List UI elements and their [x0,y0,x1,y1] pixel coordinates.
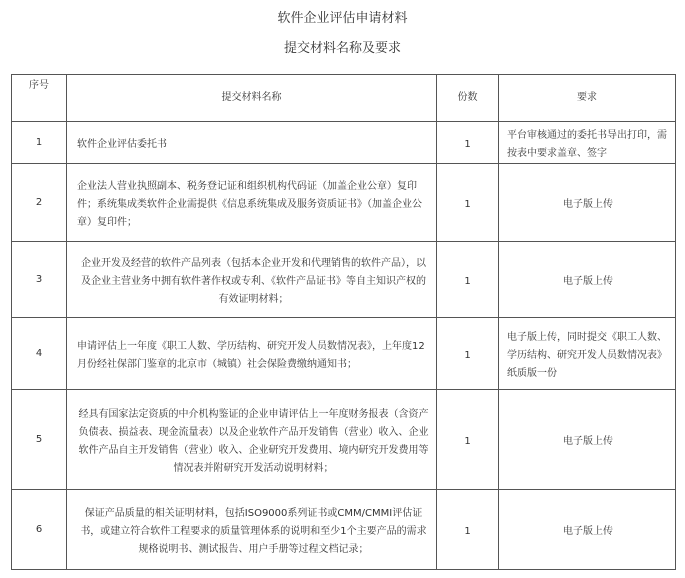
requirements-table [11,74,676,570]
cell-qty: 1 [437,390,499,490]
cell-qty: 1 [437,318,499,390]
cell-name: 软件企业评估委托书 [67,122,437,164]
header-qty: 份数 [437,75,499,122]
table-row [12,242,676,318]
cell-name: 经具有国家法定资质的中介机构鉴证的企业申请评估上一年度财务报表（含资产负债表、损益表、现金流量表）以及企业软件产品开发销售（营业）收入、企业软件产品自主开发销售（营业）收入、企业研究开发费用、境内研究开发费用等情况表并附研究开发活动说明材料； [67,390,437,490]
cell-seq: 3 [12,242,67,318]
cell-qty: 1 [437,490,499,570]
header-name: 提交材料名称 [67,75,437,122]
cell-seq: 1 [12,122,67,164]
cell-req: 电子版上传 [499,390,676,490]
cell-req: 电子版上传 [499,242,676,318]
cell-req: 电子版上传 [499,164,676,242]
cell-qty: 1 [437,242,499,318]
cell-seq: 5 [12,390,67,490]
cell-seq: 4 [12,318,67,390]
table-row [12,164,676,242]
header-seq: 序号 [12,75,67,122]
cell-qty: 1 [437,122,499,164]
table-row [12,490,676,570]
cell-seq: 6 [12,490,67,570]
table-header-row [12,75,676,122]
table-row [12,122,676,164]
cell-qty: 1 [437,164,499,242]
document-title: 软件企业评估申请材料 [277,11,408,26]
cell-req: 平台审核通过的委托书导出打印，需按表中要求盖章、签字 [499,122,676,164]
cell-name: 企业法人营业执照副本、税务登记证和组织机构代码证（加盖企业公章）复印件；系统集成类软件企业需提供《信息系统集成及服务资质证书》（加盖企业公章）复印件； [67,164,437,242]
table-row [12,318,676,390]
cell-name: 企业开发及经营的软件产品列表（包括本企业开发和代理销售的软件产品），以及企业主营业务中拥有软件著作权或专利、《软件产品证书》等自主知识产权的有效证明材料； [67,242,437,318]
header-req: 要求 [499,75,676,122]
cell-seq: 2 [12,164,67,242]
cell-name: 保证产品质量的相关证明材料，包括ISO9000系列证书或CMM/CMMI评估证书，或建立符合软件工程要求的质量管理体系的说明和至少1个主要产品的需求规格说明书、测试报告、用户手册等过程文档记录； [67,490,437,570]
table-row [12,390,676,490]
cell-req: 电子版上传 [499,490,676,570]
cell-name: 申请评估上一年度《职工人数、学历结构、研究开发人员数情况表》，上年度12月份经社保部门鉴章的北京市（城镇）社会保险费缴纳通知书； [67,318,437,390]
document-subtitle: 提交材料名称及要求 [283,41,401,56]
cell-req: 电子版上传，同时提交《职工人数、学历结构、研究开发人员数情况表》纸质版一份 [499,318,676,390]
